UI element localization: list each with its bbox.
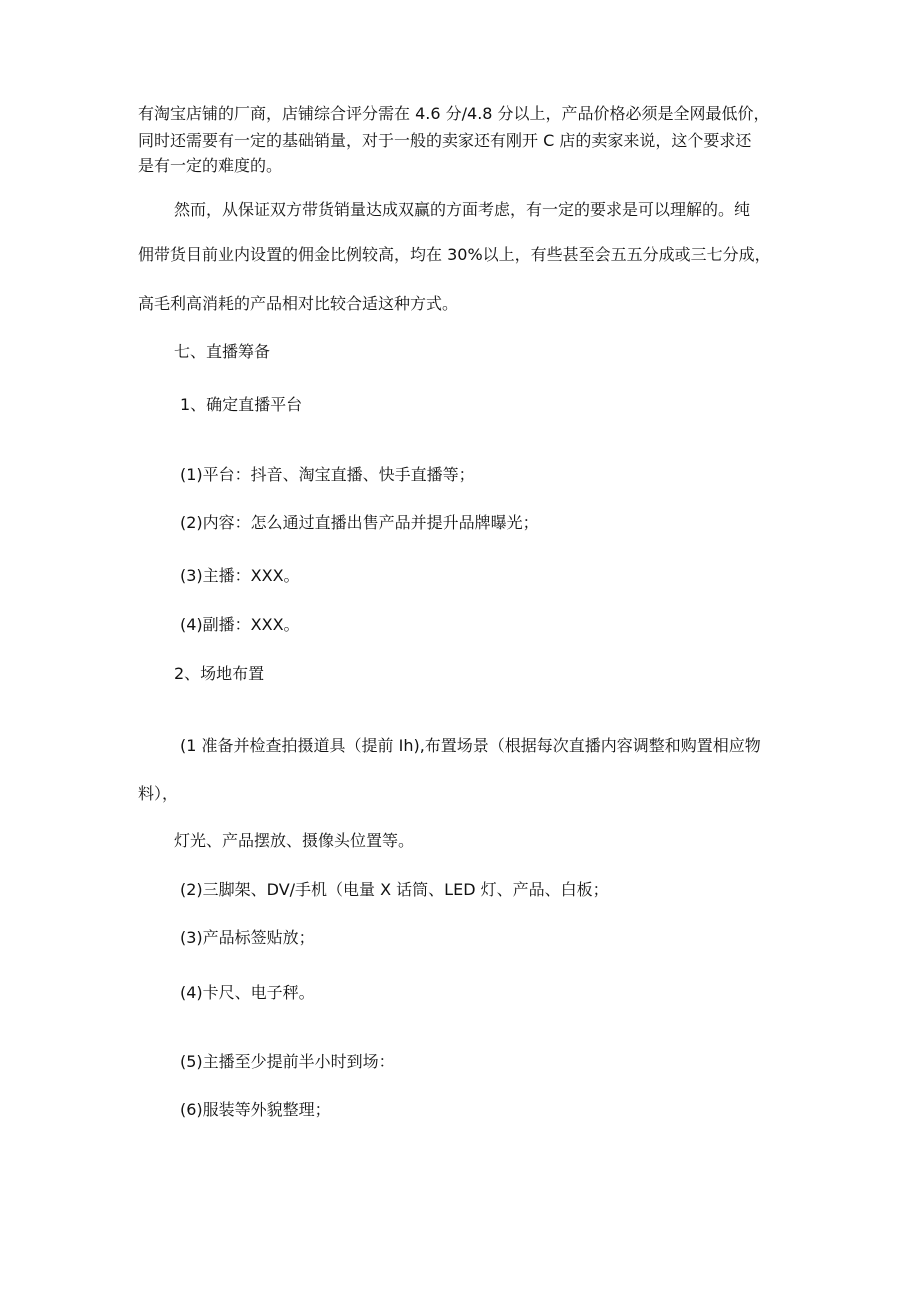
subsection-heading-2: 2、场地布置 bbox=[174, 664, 265, 683]
venue-item-1-line-1: (1 准备并检查拍摄道具（提前 Ih),布置场景（根据每次直播内容调整和购置相应物 bbox=[180, 736, 761, 755]
paragraph-1-line-2: 同时还需要有一定的基础销量，对于一般的卖家还有刚开 C 店的卖家来说，这个要求还 bbox=[138, 131, 752, 150]
venue-item-1-line-3: 灯光、产品摆放、摄像头位置等。 bbox=[174, 831, 415, 850]
paragraph-2-line-3: 高毛利高消耗的产品相对比较合适这种方式。 bbox=[138, 294, 459, 313]
venue-item-2: (2)三脚架、DV/手机（电量 X 话筒、LED 灯、产品、白板； bbox=[180, 880, 609, 899]
subsection-heading-1: 1、确定直播平台 bbox=[180, 395, 303, 414]
platform-item-3: (3)主播：XXX。 bbox=[180, 566, 300, 585]
platform-item-4: (4)副播：XXX。 bbox=[180, 615, 300, 634]
platform-item-2: (2)内容：怎么通过直播出售产品并提升品牌曝光； bbox=[180, 513, 539, 532]
venue-item-1-line-2: 料）， bbox=[138, 784, 179, 803]
venue-item-5: (5)主播至少提前半小时到场： bbox=[180, 1052, 395, 1071]
venue-item-3: (3)产品标签贴放； bbox=[180, 928, 315, 947]
platform-item-1: (1)平台：抖音、淘宝直播、快手直播等； bbox=[180, 465, 475, 484]
paragraph-2-line-1: 然而，从保证双方带货销量达成双赢的方面考虑，有一定的要求是可以理解的。纯 bbox=[174, 200, 751, 219]
venue-item-6: (6)服装等外貌整理； bbox=[180, 1100, 331, 1119]
paragraph-2-line-2: 佣带货目前业内设置的佣金比例较高，均在 30%以上，有些甚至会五五分成或三七分成， bbox=[138, 245, 771, 264]
venue-item-4: (4)卡尺、电子秤。 bbox=[180, 983, 315, 1002]
paragraph-1-line-1: 有淘宝店铺的厂商，店铺综合评分需在 4.6 分/4.8 分以上，产品价格必须是全网最低价， bbox=[138, 104, 770, 123]
section-heading-7: 七、直播筹备 bbox=[174, 342, 271, 361]
paragraph-1-line-3: 是有一定的难度的。 bbox=[138, 156, 283, 175]
